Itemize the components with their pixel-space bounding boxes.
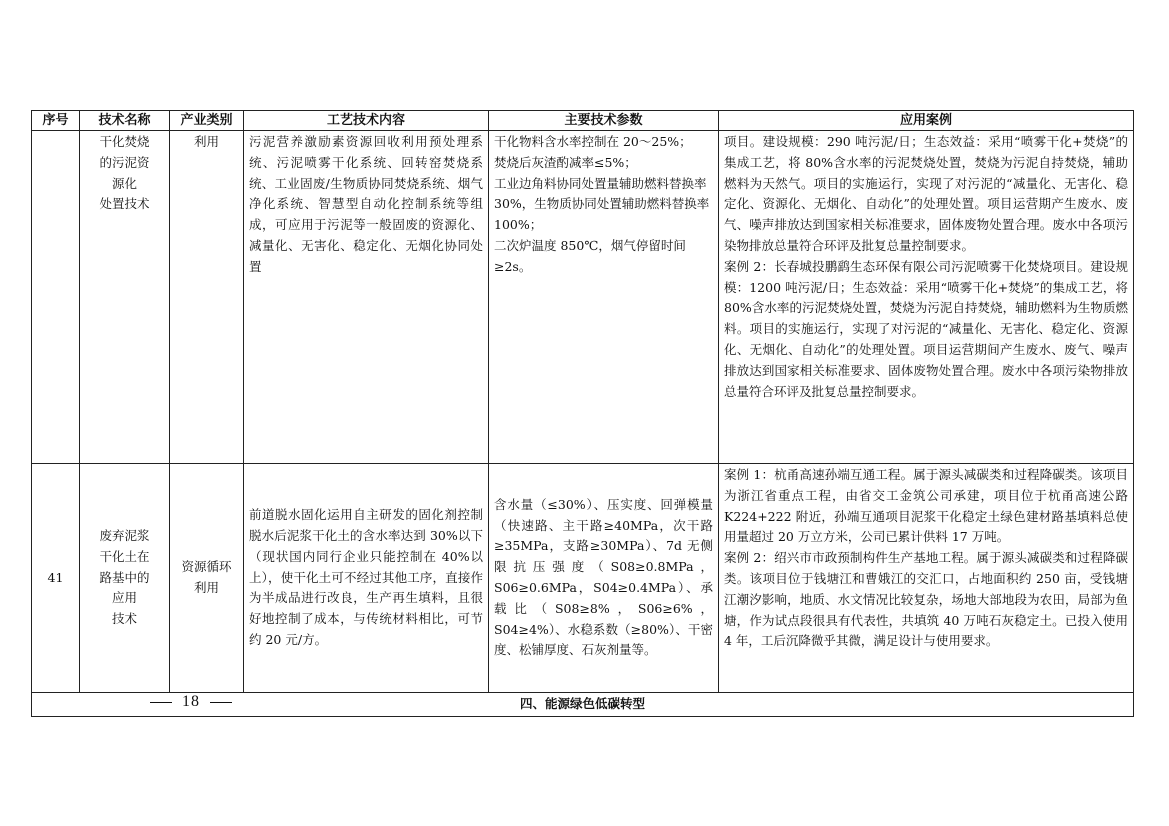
header-name: 技术名称: [80, 111, 170, 131]
row-cases: 项目。建设规模：290 吨污泥/日；生态效益：采用“喷雾干化+焚烧”的集成工艺，将 80%含水率的污泥焚烧处置，焚烧为污泥自持焚烧，辅助燃料为天然气。项目的实施运行，实现了对污泥的“减量化、无害化、稳定化、资源化、无烟化、自动化”的处理处置。项目运营期产生废水、废气、噪声排放达到国家相关标准要求，固体废物处置合理。废水中各项污染物排放总量符合环评及批复总量控制要求。 案例 2：长春城投鹏鹞生态环保有限公司污泥喷雾干化焚烧项目。建设规模：1200 吨污泥/日；生态效益：采用“喷雾干化+焚烧”的集成工艺，将 80%含水率的污泥焚烧处置，焚烧为污泥自持焚烧，辅助燃料为生物质燃料。项目的实施运行，实现了对污泥的“减量化、无害化、稳定化、资源化、无烟化、自动化”的处理处置。项目运营期间产生废水、废气、噪声排放达到国家相关标准要求、固体废物处置合理。废水中各项污染物排放总量符合环评及批复总量控制要求。: [719, 131, 1134, 464]
table-row: [32, 131, 1134, 464]
row-no: 41: [32, 464, 80, 693]
row-process-content: 污泥营养激励素资源回收利用预处理系统、污泥喷雾干化系统、回转窑焚烧系统、工业固废/生物质协同焚烧系统、烟气净化系统、智慧型自动化控制系统等组成，可应用于污泥等一般固废的资源化、减量化、无害化、稳定化、无烟化协同处置: [244, 131, 489, 464]
row-tech-params: 干化物料含水率控制在 20～25%； 焚烧后灰渣酌减率≤5%； 工业边角料协同处置量辅助燃料替换率 30%，生物质协同处置辅助燃料替换率 100%； 二次炉温度 850℃，烟气停留时间≥2s。: [489, 131, 719, 464]
row-cases: 案例 1：杭甬高速孙端互通工程。属于源头减碳类和过程降碳类。该项目为浙江省重点工程，由省交工金筑公司承建，项目位于杭甬高速公路 K224+222 附近，孙端互通项目泥浆干化稳定土绿色建材路基填料总使用量超过 20 万立方米，公司已累计供料 17 万吨。 案例 2：绍兴市市政预制构件生产基地工程。属于源头减碳类和过程降碳类。该项目位于钱塘江和曹娥江的交汇口，占地面积约 250 亩，受钱塘江潮汐影响，地质、水文情况比较复杂，场地大部地段为农田，局部为鱼塘，作为试点段很具有代表性，共填筑 40 万吨石灰稳定土。已投入使用 4 年，工后沉降微乎其微，满足设计与使用要求。: [719, 464, 1134, 693]
technology-table: [31, 110, 1134, 717]
row-tech-name: 废弃泥浆 干化土在 路基中的 应用 技术: [80, 464, 170, 693]
dash-right: [210, 702, 232, 703]
table-row: [32, 464, 1134, 693]
row-category: 资源循环 利用: [170, 464, 244, 693]
header-category: 产业类别: [170, 111, 244, 131]
header-no: 序号: [32, 111, 80, 131]
row-no: [32, 131, 80, 464]
row-tech-params: 含水量（≤30%）、压实度、回弹模量（快速路、主干路≥40MPa，次干路≥35MPa，支路≥30MPa）、7d 无侧限抗压强度（S08≥0.8MPa，S06≥0.6MPa，S04≥0.4MPa）、承载比（S08≥8%，S06≥6%，S04≥4%）、水稳系数（≥80%）、干密度、松铺厚度、石灰剂量等。: [489, 464, 719, 693]
section-title: 四、能源绿色低碳转型: [32, 693, 1134, 717]
page-number: 18: [182, 693, 200, 710]
row-category: 利用: [170, 131, 244, 464]
header-content: 工艺技术内容: [244, 111, 489, 131]
dash-left: [150, 702, 172, 703]
page-number-footer: [140, 693, 242, 711]
row-process-content: 前道脱水固化运用自主研发的固化剂控制脱水后泥浆干化土的含水率达到 30%以下（现状国内同行企业只能控制在 40%以上），使干化土可不经过其他工序，直接作为半成品进行改良，生产再生填料，且很好地控制了成本，与传统材料相比，可节约 20 元/方。: [244, 464, 489, 693]
table-header-row: [32, 111, 1134, 131]
header-cases: 应用案例: [719, 111, 1134, 131]
row-tech-name: 干化焚烧 的污泥资 源化 处置技术: [80, 131, 170, 464]
header-params: 主要技术参数: [489, 111, 719, 131]
